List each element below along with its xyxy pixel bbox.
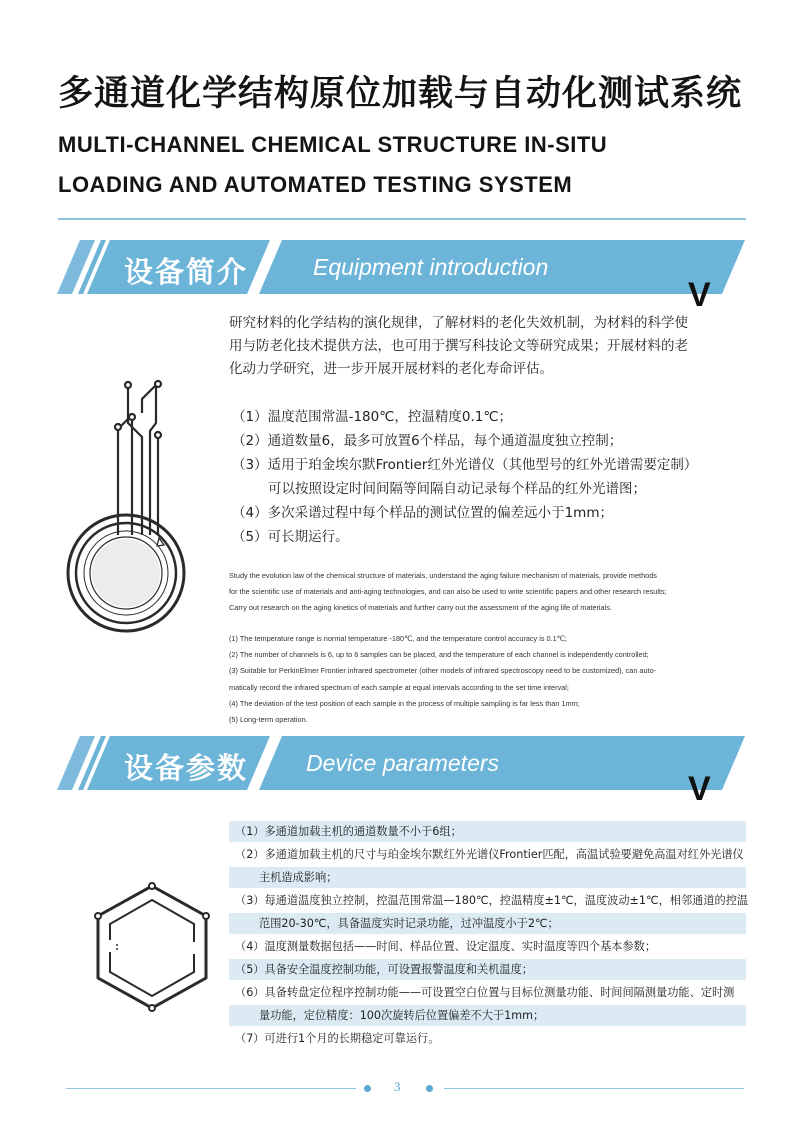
section-title-cn: 设备参数 bbox=[124, 751, 249, 785]
list-item: (1) The temperature range is normal temperature -180℃, and the temperature control accuracy is 0.1℃; bbox=[229, 634, 567, 643]
parameter-row: 主机造成影响； bbox=[229, 867, 746, 888]
footer-rule-right bbox=[444, 1088, 744, 1089]
list-item: matically record the infrared spectrum of each sample at equal intervals according to the set time interval; bbox=[229, 682, 569, 692]
list-item: （2）通道数量6，最多可放置6个样品，每个通道温度独立控制； bbox=[232, 433, 623, 449]
parameter-row: （5）具备安全温度控制功能，可设置报警温度和关机温度； bbox=[229, 959, 746, 980]
list-item: （4）多次采谱过程中每个样品的测试位置的偏差远小于1mm； bbox=[232, 505, 613, 521]
section-banner-parameters bbox=[0, 736, 800, 796]
list-item: 可以按照设定时间间隔等间隔自动记录每个样品的红外光谱图； bbox=[268, 481, 646, 497]
paragraph-line: Carry out research on the aging kinetics of materials and further carry out the assessment of the aging life of materials. bbox=[229, 603, 612, 613]
parameter-row: 量功能，定位精度：100次旋转后位置偏差不大于1mm； bbox=[229, 1005, 746, 1026]
section-title-en: Device parameters bbox=[306, 750, 500, 776]
page-title-en-line1: MULTI-CHANNEL CHEMICAL STRUCTURE IN-SITU bbox=[58, 132, 608, 157]
list-item: (5) Long-term operation. bbox=[229, 715, 308, 725]
paragraph-line: 化动力学研究，进一步开展开展材料的老化寿命评估。 bbox=[229, 361, 553, 377]
parameter-row: （1）多通道加载主机的通道数量不小于6组； bbox=[229, 821, 746, 842]
chevron-down-icon: V bbox=[688, 770, 711, 808]
section-banner-equipment bbox=[0, 240, 800, 300]
list-item: （5）可长期运行。 bbox=[232, 529, 349, 545]
parameter-list bbox=[229, 821, 749, 1051]
footer-rule-left bbox=[66, 1088, 356, 1089]
circuit-ring-illustration bbox=[60, 375, 210, 635]
paragraph-line: 用与防老化技术提供方法，也可用于撰写科技论文等研究成果；开展材料的老 bbox=[229, 338, 688, 354]
page-title-cn: 多通道化学结构原位加载与自动化测试系统 bbox=[58, 74, 743, 114]
intro-paragraph-cn bbox=[229, 312, 749, 381]
feature-list-en bbox=[229, 631, 759, 728]
footer-dot bbox=[364, 1085, 371, 1092]
feature-list-cn bbox=[232, 405, 752, 549]
list-item: (2) The number of channels is 6, up to 6 samples can be placed, and the temperature of each channel is independently controlled; bbox=[229, 650, 649, 660]
intro-paragraph-en bbox=[229, 568, 759, 617]
section-title-cn: 设备简介 bbox=[124, 255, 249, 289]
paragraph-line: for the scientific use of materials and anti-aging technologies, and can also be used to write scientific papers and other research results; bbox=[229, 587, 667, 597]
list-item: （3）适用于珀金埃尔默Frontier红外光谱仪（其他型号的红外光谱需要定制） bbox=[232, 457, 698, 473]
parameter-row: 范围20-30℃，具备温度实时记录功能，过冲温度小于2℃； bbox=[229, 913, 746, 934]
parameter-row: （4）温度测量数据包括——时间、样品位置、设定温度、实时温度等四个基本参数； bbox=[235, 940, 657, 953]
paragraph-line: 研究材料的化学结构的演化规律，了解材料的老化失效机制，为材料的科学使 bbox=[229, 315, 688, 331]
parameter-row: （7）可进行1个月的长期稳定可靠运行。 bbox=[235, 1032, 440, 1045]
page-number: 3 bbox=[394, 1079, 401, 1094]
paragraph-line: Study the evolution law of the chemical structure of materials, understand the aging failure mechanism of materials, provide methods bbox=[229, 571, 657, 580]
hexagon-illustration bbox=[90, 880, 215, 1015]
parameter-row: （2）多通道加载主机的尺寸与珀金埃尔默红外光谱仪Frontier匹配，高温试验要避免高温对红外光谱仪 bbox=[235, 848, 744, 861]
title-divider bbox=[58, 218, 746, 220]
list-item: (4) The deviation of the test position of each sample in the process of multiple sampling is far less than 1mm; bbox=[229, 698, 580, 708]
section-title-en: Equipment introduction bbox=[313, 254, 549, 280]
parameter-row: （3）每通道温度独立控制，控温范围常温—180℃，控温精度±1℃，温度波动±1℃，相邻通道的控温 bbox=[235, 894, 749, 907]
footer-dot bbox=[426, 1085, 433, 1092]
parameter-row: （6）具备转盘定位程序控制功能——可设置空白位置与目标位测量功能、时间间隔测量功能、定时测 bbox=[235, 986, 735, 999]
list-item: （1）温度范围常温-180℃，控温精度0.1℃； bbox=[232, 409, 513, 425]
page-title-en-line2: LOADING AND AUTOMATED TESTING SYSTEM bbox=[58, 172, 573, 197]
list-item: (3) Suitable for PerkinElmer Frontier infrared spectrometer (other models of infrared spectroscopy need to be customized), can auto- bbox=[229, 666, 657, 676]
chevron-down-icon: V bbox=[688, 276, 711, 314]
